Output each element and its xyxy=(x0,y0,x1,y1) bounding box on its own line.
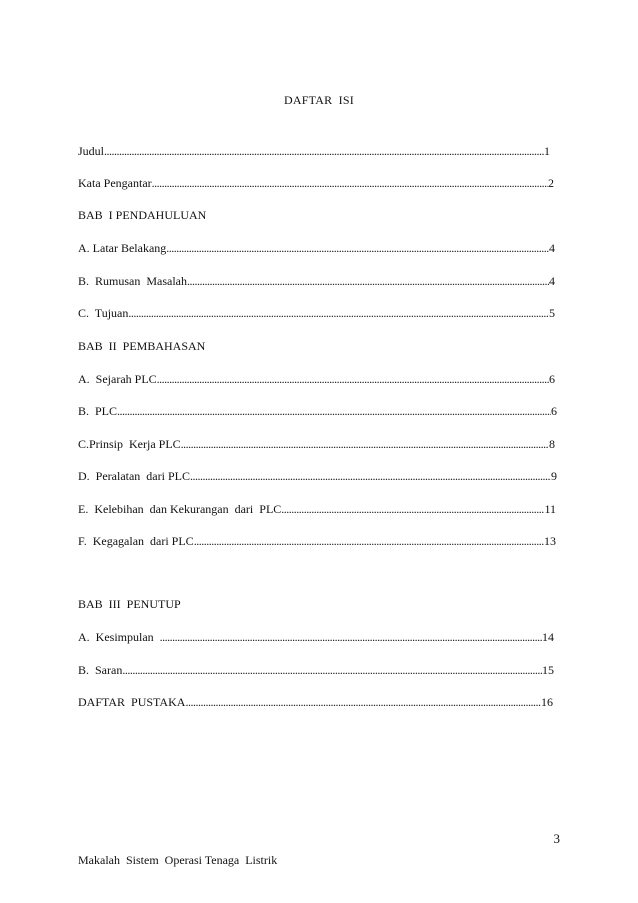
toc-entry-label: DAFTAR PUSTAKA xyxy=(78,695,186,709)
toc-entry-label: B. PLC xyxy=(78,404,118,418)
dot-leader xyxy=(117,404,551,419)
toc-entry-label: B. Saran xyxy=(78,663,123,677)
chapter-heading-bab-1: BAB I PENDAHULUAN xyxy=(78,208,207,222)
dot-leader xyxy=(104,144,544,159)
dot-leader xyxy=(281,502,544,517)
toc-entry-sejarah-plc xyxy=(78,372,555,392)
toc-entry-tujuan xyxy=(78,306,555,326)
dot-leader xyxy=(152,176,548,191)
dot-leader xyxy=(128,306,549,321)
dot-leader xyxy=(160,630,542,645)
toc-entry-kata-pengantar xyxy=(78,176,554,196)
toc-entry-daftar-pustaka xyxy=(78,695,553,715)
toc-entry-page: 8 xyxy=(549,437,555,451)
dot-leader xyxy=(194,534,544,549)
toc-entry-label: F. Kegagalan dari PLC xyxy=(78,534,194,548)
toc-entry-label: D. Peralatan dari PLC xyxy=(78,469,190,483)
toc-entry-label: B. Rumusan Masalah xyxy=(78,274,187,288)
toc-entry-page: 4 xyxy=(549,274,555,288)
page-title: DAFTAR ISI xyxy=(284,93,354,107)
toc-entry-label: Kata Pengantar xyxy=(78,176,152,190)
dot-leader xyxy=(166,241,549,256)
dot-leader xyxy=(185,695,541,710)
toc-entry-judul xyxy=(78,144,550,164)
dot-leader xyxy=(187,274,549,289)
dot-leader xyxy=(157,372,549,387)
toc-entry-rumusan-masalah xyxy=(78,274,555,294)
chapter-heading-bab-2: BAB II PEMBAHASAN xyxy=(78,339,206,353)
toc-entry-saran xyxy=(78,663,554,683)
toc-entry-page: 4 xyxy=(549,241,555,255)
toc-entry-label: Judul xyxy=(78,144,105,158)
toc-entry-label: A. Sejarah PLC xyxy=(78,372,157,386)
toc-entry-peralatan xyxy=(78,469,557,489)
dot-leader xyxy=(181,437,549,452)
toc-entry-page: 15 xyxy=(542,663,554,677)
toc-entry-label: A. Kesimpulan xyxy=(78,630,160,644)
toc-entry-label: A. Latar Belakang xyxy=(78,241,167,255)
toc-entry-page: 13 xyxy=(544,534,556,548)
page-number: 3 xyxy=(553,831,560,846)
toc-entry-page: 6 xyxy=(549,372,555,386)
toc-entry-label: E. Kelebihan dan Kekurangan dari PLC xyxy=(78,502,282,516)
toc-entry-label: C.Prinsip Kerja PLC xyxy=(78,437,181,451)
toc-entry-page: 16 xyxy=(541,695,553,709)
toc-entry-page: 9 xyxy=(551,469,557,483)
toc-entry-page: 6 xyxy=(551,404,557,418)
toc-entry-latar-belakang xyxy=(78,241,555,261)
toc-entry-plc xyxy=(78,404,557,424)
toc-entry-kesimpulan xyxy=(78,630,554,650)
dot-leader xyxy=(122,663,542,678)
dot-leader xyxy=(190,469,551,484)
page-footer: Makalah Sistem Operasi Tenaga Listrik xyxy=(78,853,278,867)
toc-entry-page: 11 xyxy=(544,502,556,516)
toc-entry-page: 5 xyxy=(549,306,555,320)
toc-entry-kelebihan-kekurangan xyxy=(78,502,556,522)
toc-entry-page: 14 xyxy=(542,630,554,644)
chapter-heading-bab-3: BAB III PENUTUP xyxy=(78,597,181,611)
toc-entry-label: C. Tujuan xyxy=(78,306,129,320)
toc-entry-kegagalan xyxy=(78,534,556,554)
toc-entry-page: 2 xyxy=(548,176,554,190)
toc-entry-page: 1 xyxy=(544,144,550,158)
toc-entry-prinsip-kerja xyxy=(78,437,555,457)
